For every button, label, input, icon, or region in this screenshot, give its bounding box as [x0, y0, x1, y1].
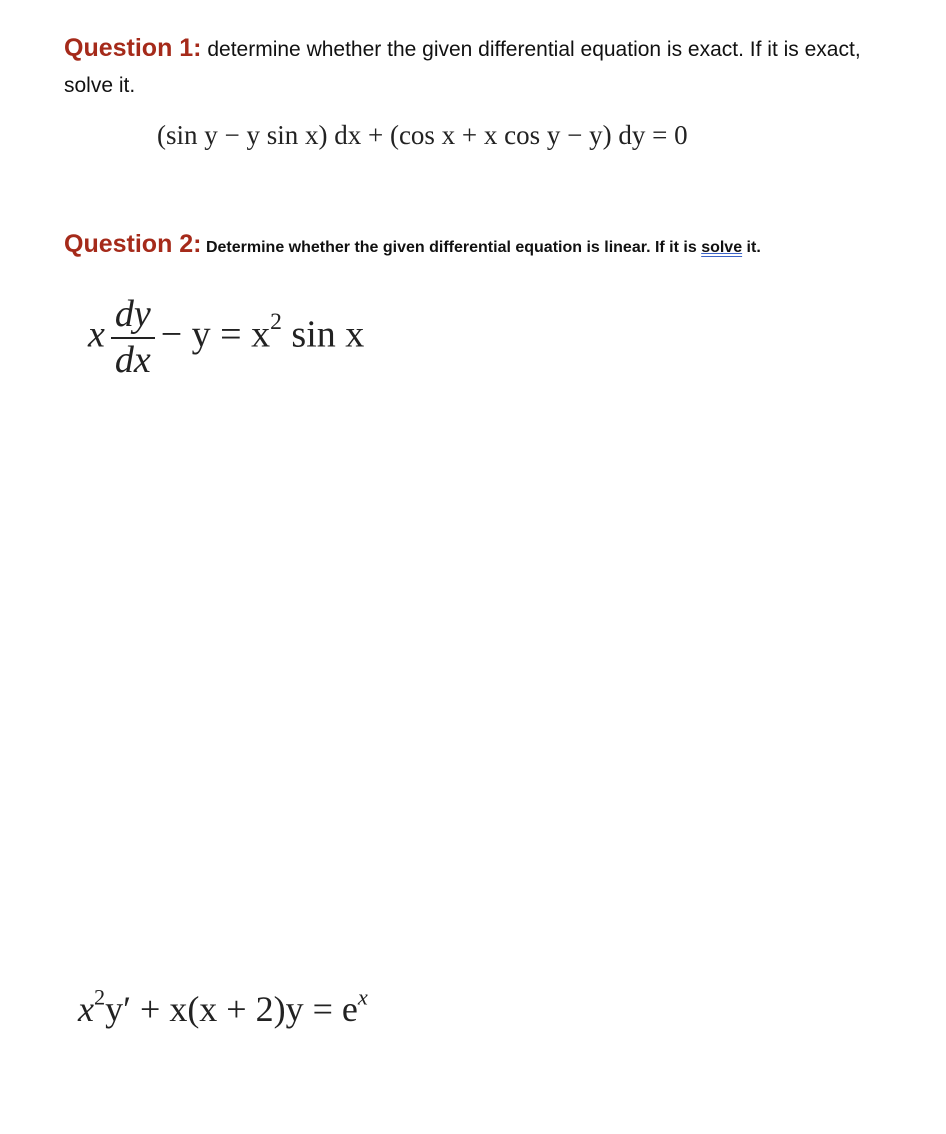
question-1	[64, 30, 914, 104]
eq-a-tail: sin x	[281, 313, 365, 356]
question-1-text: determine whether the given differential equation is exact. If it is exact, solve it.	[64, 38, 861, 97]
question-2	[64, 227, 924, 265]
eq-b-part1: x	[78, 989, 94, 1029]
eq-a-numerator: dy	[114, 293, 151, 335]
question-2-text-before: Determine whether the given differential equation is linear. If it is	[201, 239, 702, 256]
eq-b-exp2: x	[357, 984, 368, 1010]
question-2-underlined-word: solve	[701, 239, 743, 256]
question-2-text-after: it.	[742, 239, 761, 256]
eq-a-fraction	[111, 295, 155, 381]
question-1-label: Question 1:	[64, 34, 202, 62]
eq-a-coef: x	[88, 313, 105, 356]
question-2-label: Question 2:	[64, 230, 202, 258]
eq-a-rest: − y = x	[160, 313, 271, 356]
eq-a-denominator: dx	[114, 338, 151, 381]
eq-b-part2: y′ + x(x + 2)y = e	[105, 989, 358, 1029]
question-2-text	[202, 239, 761, 256]
question-2-equation-b	[78, 984, 368, 1030]
eq-b-exp1: 2	[93, 984, 106, 1010]
question-1-equation: (sin y − y sin x) dx + (cos x + x cos y − y) dy = 0	[157, 120, 688, 150]
eq-a-exponent: 2	[270, 308, 282, 335]
question-2-equation-a	[88, 295, 364, 381]
